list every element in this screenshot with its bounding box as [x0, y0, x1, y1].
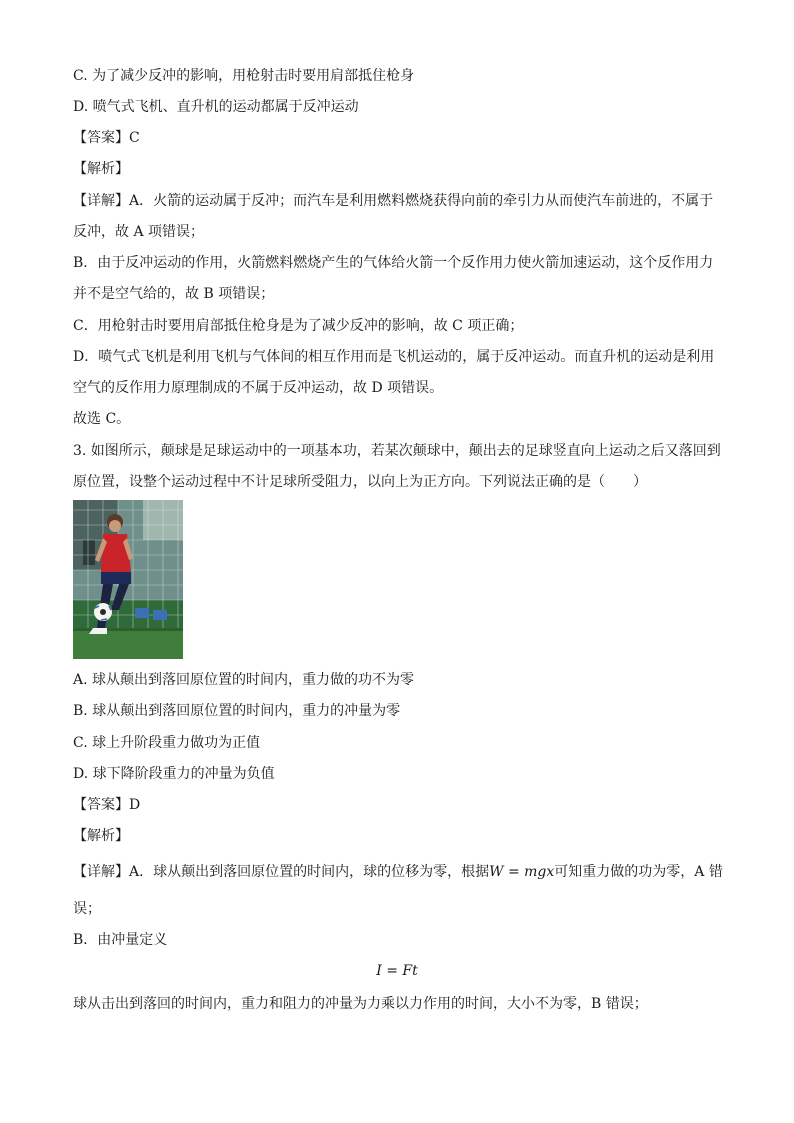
detail-a-q3-line1	[73, 862, 723, 882]
soccer-juggling-photo	[73, 500, 183, 659]
detail-c-line: C．用枪射击时要用肩部抵住枪身是为了减少反冲的影响，故 C 项正确；	[73, 318, 524, 334]
impulse-formula: I = Ft	[376, 963, 418, 979]
analysis-label: 【解析】	[73, 161, 129, 177]
detail-d-line1: D．喷气式飞机是利用飞机与气体间的相互作用而是飞机运动的，属于反冲运动。而直升机的运动是利用	[73, 349, 715, 365]
detail-b-q3-line2: 球从击出到落回的时间内，重力和阻力的冲量为力乘以力作用的时间，大小不为零，B 错误；	[73, 996, 648, 1012]
detail-a-q3-text-1: 【详解】A．球从颠出到落回原位置的时间内，球的位移为零，根据	[73, 864, 490, 880]
detail-d-line2: 空气的反作用力原理制成的不属于反冲运动，故 D 项错误。	[73, 380, 444, 396]
detail-a-line1: 【详解】A．火箭的运动属于反冲；而汽车是利用燃料燃烧获得向前的牵引力从而使汽车前进的，不属于	[73, 193, 714, 209]
detail-a-q3-text-2: 可知重力做的功为零，A 错	[554, 864, 723, 880]
detail-b-line2: 并不是空气给的，故 B 项错误；	[73, 286, 275, 302]
option-d-text-q3: D. 球下降阶段重力的冲量为负值	[73, 766, 275, 782]
answer-label-q3: 【答案】D	[73, 797, 141, 813]
detail-b-q3-line1: B．由冲量定义	[73, 932, 168, 948]
question-3-line1: 3. 如图所示，颠球是足球运动中的一项基本功，若某次颠球中，颠出去的足球竖直向上运动之后又落回到	[73, 443, 721, 459]
option-c-text: C. 为了减少反冲的影响，用枪射击时要用肩部抵住枪身	[73, 68, 415, 84]
answer-label: 【答案】C	[73, 130, 140, 146]
detail-a-q3-line2: 误；	[73, 901, 101, 917]
analysis-label-q3: 【解析】	[73, 828, 129, 844]
option-a-text: A. 球从颠出到落回原位置的时间内，重力做的功不为零	[73, 672, 415, 688]
question-3-line2: 原位置，设整个运动过程中不计足球所受阻力，以向上为正方向。下列说法正确的是（ ）	[73, 474, 647, 490]
option-b-text: B. 球从颠出到落回原位置的时间内，重力的冲量为零	[73, 703, 401, 719]
option-c-text-q3: C. 球上升阶段重力做功为正值	[73, 735, 261, 751]
work-formula: W = mgx	[489, 864, 555, 880]
detail-b-line1: B．由于反冲运动的作用，火箭燃料燃烧产生的气体给火箭一个反作用力使火箭加速运动，这个反作用力	[73, 255, 714, 271]
detail-a-line2: 反冲，故 A 项错误；	[73, 224, 205, 240]
option-d-text: D. 喷气式飞机、直升机的运动都属于反冲运动	[73, 99, 359, 115]
conclusion-line: 故选 C。	[73, 411, 131, 427]
